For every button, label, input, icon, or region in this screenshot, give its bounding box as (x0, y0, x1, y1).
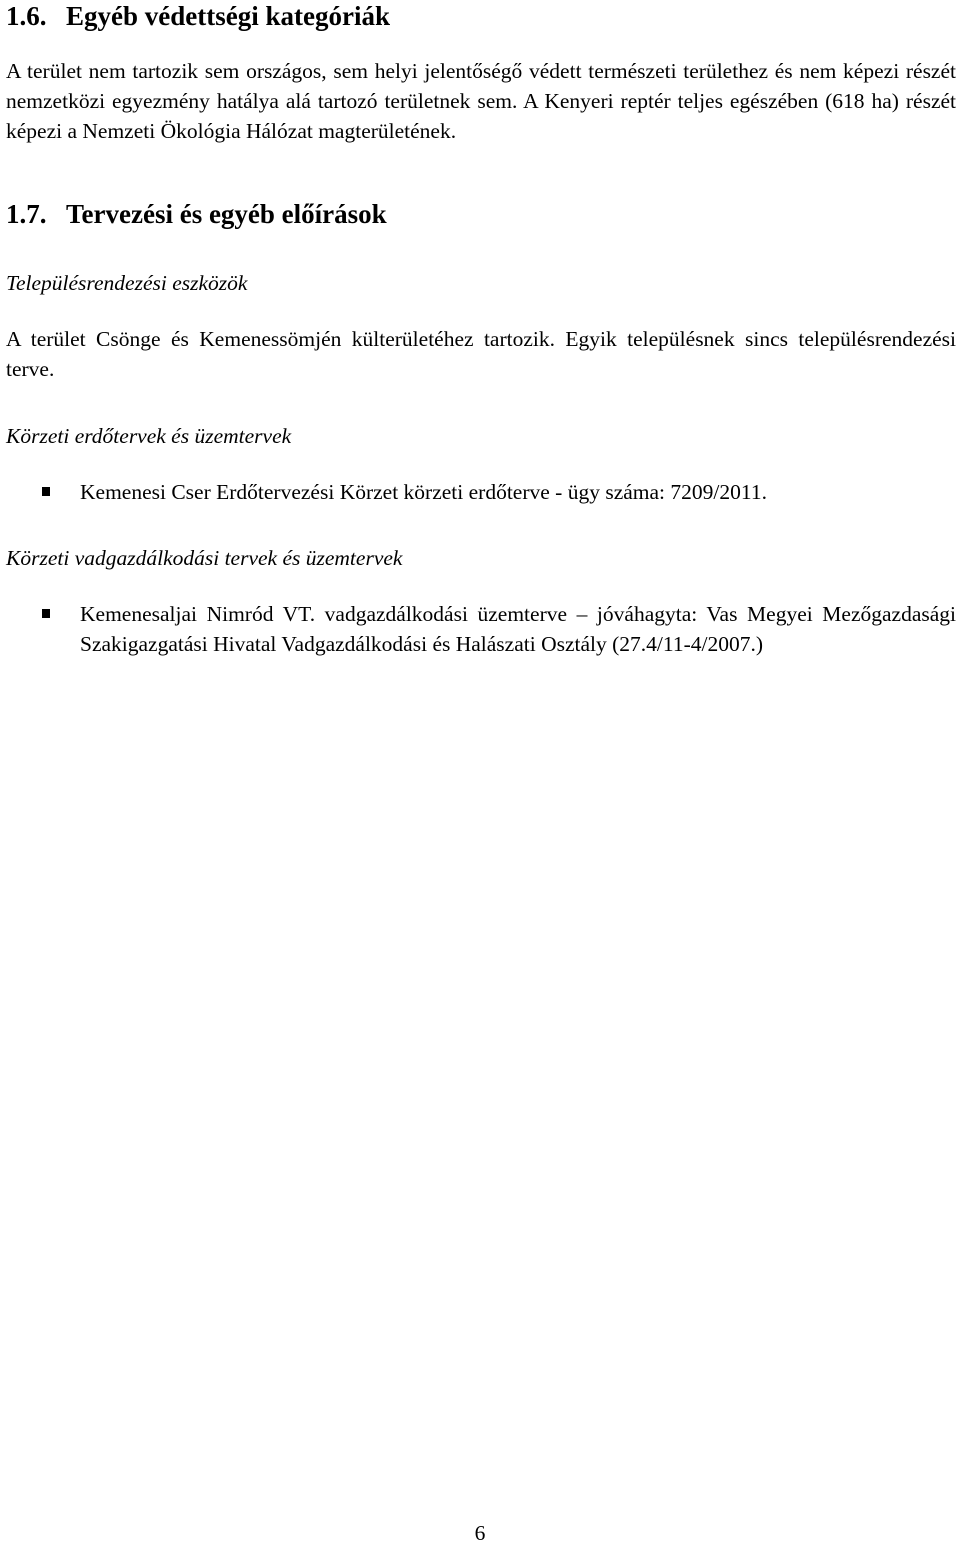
subheading-game-management-plans: Körzeti vadgazdálkodási tervek és üzemtervek (6, 546, 403, 570)
subheading-settlement-planning: Településrendezési eszközök (6, 271, 248, 295)
forest-plans-list (6, 477, 956, 507)
list-item-text: Kemenesi Cser Erdőtervezési Körzet körzeti erdőterve - ügy száma: 7209/2011. (80, 480, 767, 504)
square-bullet-icon (42, 487, 50, 496)
list-item (6, 599, 956, 659)
square-bullet-icon (42, 609, 50, 618)
section-title: Egyéb védettségi kategóriák (66, 1, 390, 31)
subheading-forest-plans: Körzeti erdőtervek és üzemtervek (6, 424, 292, 448)
section-heading-1-7 (6, 198, 387, 230)
paragraph-settlement-planning: A terület Csönge és Kemenessömjén külterületéhez tartozik. Egyik településnek sincs településrendezési terve. (6, 327, 956, 381)
section-heading-1-6 (6, 0, 390, 32)
game-management-list (6, 599, 956, 659)
list-item (6, 477, 956, 507)
section-number: 1.6. (6, 1, 47, 31)
paragraph-protection-status: A terület nem tartozik sem országos, sem helyi jelentőségő védett természeti területhez és nem képezi részét nemzetközi egyezmény hatálya alá tartozó területnek sem. A Kenyeri reptér teljes egészében (618 ha) részét képezi a Nemzeti Ökológia Hálózat magterületének. (6, 59, 956, 143)
page-number: 6 (474, 1521, 486, 1545)
list-item-text: Kemenesaljai Nimród VT. vadgazdálkodási üzemterve – jóváhagyta: Vas Megyei Mezőgazdasági Szakigazgatási Hivatal Vadgazdálkodási és Halászati Osztály (27.4/11-4/2007.) (80, 602, 956, 656)
section-number: 1.7. (6, 199, 47, 229)
section-title: Tervezési és egyéb előírások (66, 199, 387, 229)
